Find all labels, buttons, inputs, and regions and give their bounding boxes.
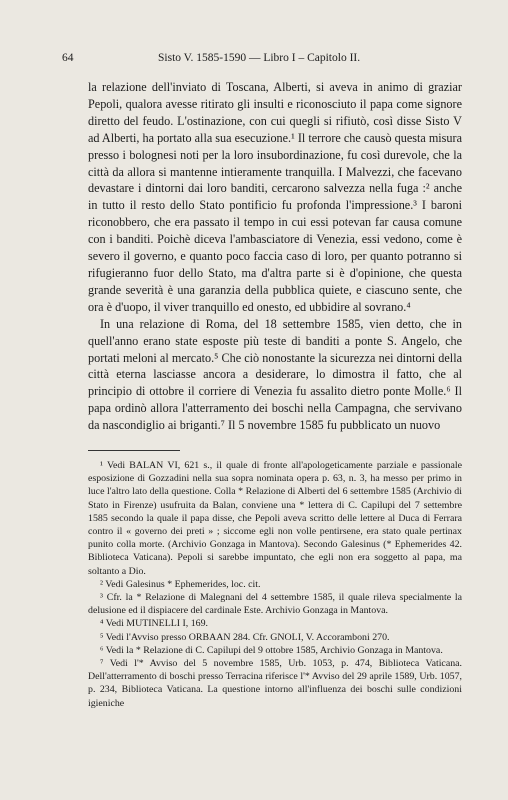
main-text [88,79,462,434]
body-paragraph: In una relazione di Roma, del 18 settembre 1585, vien detto, che in quell'anno erano state esposte più teste di banditi a ponte S. Angelo, che portati meloni al mercato.⁵ Che ciò nonostante la sicurezza nei dintorni della città eterna lasciasse ancora a desiderare, lo dimostra il fatto, che al principio di ottobre il corriere di Venezia fu assalito dietro ponte Molle.⁶ Il papa ordinò allora l'atterramento dei boschi nella Campagna, che servivano da nascondiglio ai briganti.⁷ Il 5 novembre 1585 fu pubblicato un nuovo [88,316,462,433]
footnote: ⁴ Vedi MUTINELLI I, 169. [100,618,209,630]
footnote: ⁷ Vedi l'* Avviso del 5 novembre 1585, Urb. 1053, p. 474, Biblioteca Vaticana. Dell'atterramento di boschi presso Terracina riferisce l'* Avviso del 29 aprile 1589, Urb. 1057, p. 234, Biblioteca Vaticana. La questione intorno all'influenza dei boschi sulle condizioni igieniche [88,658,462,709]
page-header [62,50,462,66]
footnote: ⁶ Vedi la * Relazione di C. Capilupi del 9 ottobre 1585, Archivio Gonzaga in Mantova. [100,644,443,656]
body-paragraph: la relazione dell'inviato di Toscana, Alberti, si aveva in animo di graziar Pepoli, qualora avesse ritirato gli insulti e riconosciuto il papa come signore diretto del feudo. L'ostinazione, con cui quegli si rifiutò, così disse Sisto V ad Alberti, ha portato alla sua esecuzione.¹ Il terrore che causò questa misura presso i bolognesi noti per la loro insubordinazione, fu così durevole, che la città da allora si mantenne intieramente tranquilla. I Malvezzi, che facevano devastare i dintorni dai loro banditi, cercarono salvezza nella fuga :² anche in tutto il resto dello Stato pontificio fu profonda l'impressione.³ I baroni riconobbero, che era passato il tempo in cui essi potevan far causa comune con i banditi. Poichè diceva l'ambasciatore di Venezia, essi vedono, come è severo il governo, e quanto poco faccia caso di loro, per quanto potranno si rifugieranno fuor dello Stato, ma d'altra parte si è d'opinione, che questa grande severità è una garanzia della pubblica quiete, e ciascuno sente, che ora è d'uopo, il viver tranquillo ed onesto, ed ubbidire al sovrano.⁴ [88,80,462,314]
page-number: 64 [62,52,74,64]
footnotes [88,459,462,710]
footnote: ² Vedi Galesinus * Ephemerides, loc. cit. [100,578,261,590]
footnote: ³ Cfr. la * Relazione di Malegnani del 4 settembre 1585, il quale rileva specialmente la delusione ed il dispiacere del cardinale Este. Archivio Gonzaga in Mantova. [88,592,462,617]
footnote: ⁵ Vedi l'Avviso presso ORBAAN 284. Cfr. GNOLI, V. Accoramboni 270. [100,631,390,643]
footnote-separator [88,450,180,451]
running-title: Sisto V. 1585-1590 — Libro I – Capitolo II. [158,52,361,64]
footnote: ¹ Vedi BALAN VI, 621 s., il quale di fronte all'apologeticamente parziale e passionale esposizione di Gozzadini nella sua sopra nominata opera p. 63, n. 3, ha messo per primo in luce l'altro lato della questione. Colla * Relazione di Alberti del 6 settembre 1585 (Archivio di Stato in Firenze) usufruita da Balan, conviene una * lettera di C. Capilupi del 7 settembre 1585 secondo la quale il papa disse, che Pepoli aveva scritto delle lettere al Duca di Ferrara contro il « governo dei preti » ; siccome egli non volle pentirsene, era stato quale pertinax punito colla morte. (Archivio Gonzaga in Mantova). Secondo Galesinus (* Ephemerides 42. Biblioteca Vaticana). Pepoli si sarebbe impuntato, che egli non era soggetto al papa, ma soltanto a Dio. [88,460,462,577]
